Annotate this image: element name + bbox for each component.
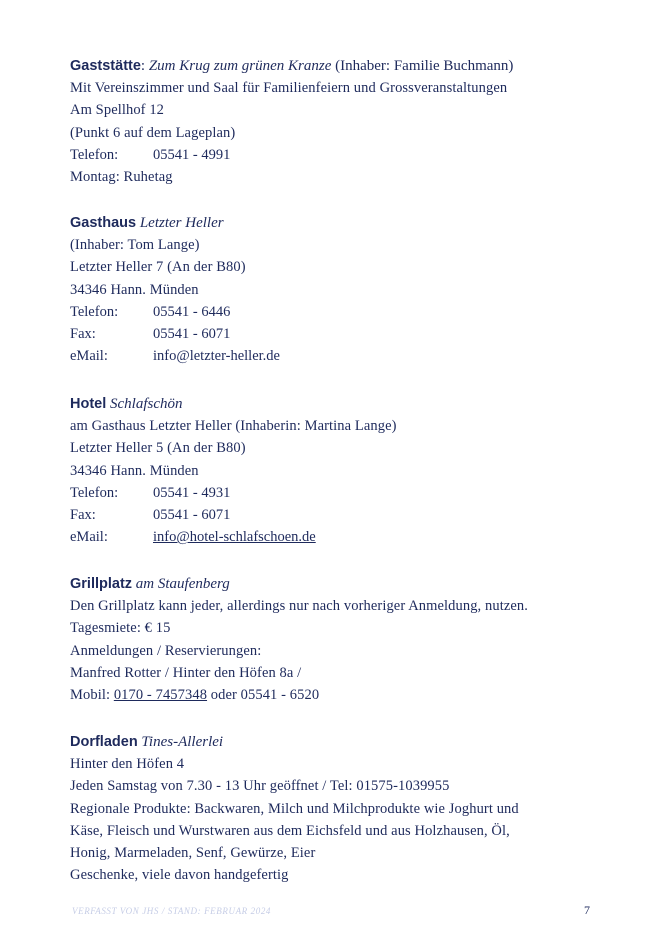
phone-row [70, 301, 650, 323]
entry-category: Grillplatz [70, 576, 133, 592]
mobile-link[interactable]: 0170 - 7457348 [113, 687, 208, 704]
phone-row [70, 482, 650, 504]
fax-value: 05541 - 6071 [153, 507, 231, 524]
entry-category: Hotel [70, 396, 107, 412]
phone-value: 05541 - 4991 [153, 146, 231, 163]
entry-gasthaus [70, 212, 650, 367]
entry-line: Tagesmiete: € 15 [70, 620, 171, 637]
fax-label: Fax: [70, 507, 96, 524]
closed-day: Montag: Ruhetag [70, 169, 173, 186]
fax-value: 05541 - 6071 [153, 326, 231, 343]
entry-line: Manfred Rotter / Hinter den Höfen 8a / [70, 664, 302, 681]
entry-name: am Staufenberg [135, 576, 230, 592]
entry-line: am Gasthaus Letzter Heller (Inhaberin: Martina Lange) [70, 418, 397, 435]
phone-value: 05541 - 4931 [153, 484, 231, 501]
entry-line: Jeden Samstag von 7.30 - 13 Uhr geöffnet / Tel: 01575-1039955 [70, 778, 450, 795]
entry-line: (Punkt 6 auf dem Lageplan) [70, 124, 236, 141]
entry-line: Am Spellhof 12 [70, 102, 165, 119]
entry-heading [70, 212, 650, 234]
fax-label: Fax: [70, 326, 96, 343]
footer-note: VERFASST VON JHS / STAND: FEBRUAR 2024 [72, 906, 272, 916]
entry-category: Gasthaus [70, 215, 137, 231]
phone-label: Telefon: [70, 484, 119, 501]
entry-category: Gaststätte [70, 58, 141, 74]
entry-dorfladen [70, 731, 650, 886]
entry-line: Letzter Heller 7 (An der B80) [70, 259, 246, 276]
mobile-alt: oder 05541 - 6520 [207, 687, 320, 704]
entry-line: (Inhaber: Tom Lange) [70, 237, 200, 254]
fax-row [70, 504, 650, 526]
mobile-row [70, 684, 650, 706]
entry-heading [70, 55, 650, 77]
email-link[interactable]: info@hotel-schlafschoen.de [153, 529, 316, 546]
entry-line: Geschenke, viele davon handgefertig [70, 867, 289, 884]
entry-line: Honig, Marmeladen, Senf, Gewürze, Eier [70, 845, 316, 862]
entry-name: Schlafschön [110, 396, 183, 412]
entry-line: Anmeldungen / Reservierungen: [70, 642, 262, 659]
email-value: info@letzter-heller.de [153, 348, 280, 365]
phone-label: Telefon: [70, 146, 119, 163]
entry-line: Regionale Produkte: Backwaren, Milch und Milchprodukte wie Joghurt und [70, 800, 519, 817]
heading-colon: : [140, 58, 149, 74]
mobile-label: Mobil: [70, 687, 114, 704]
entry-name: Zum Krug zum grünen Kranze [148, 58, 332, 74]
entry-line: Mit Vereinszimmer und Saal für Familienfeiern und Grossveranstaltungen [70, 80, 508, 97]
entry-owner: (Inhaber: Familie Buchmann) [331, 58, 514, 74]
entry-name: Letzter Heller [139, 215, 224, 231]
email-row [70, 526, 650, 548]
entry-name: Tines-Allerlei [141, 734, 224, 750]
email-row [70, 345, 650, 367]
entry-hotel [70, 393, 650, 548]
entry-category: Dorfladen [70, 734, 138, 750]
entry-line: Letzter Heller 5 (An der B80) [70, 440, 246, 457]
page-number: 7 [584, 903, 590, 917]
entry-line: 34346 Hann. Münden [70, 281, 199, 298]
entry-line: Den Grillplatz kann jeder, allerdings nur nach vorheriger Anmeldung, nutzen. [70, 598, 528, 615]
entry-heading [70, 573, 650, 595]
entry-line: 34346 Hann. Münden [70, 462, 199, 479]
email-label: eMail: [70, 348, 108, 365]
phone-label: Telefon: [70, 303, 119, 320]
entry-line: Hinter den Höfen 4 [70, 756, 185, 773]
email-label: eMail: [70, 529, 108, 546]
entry-grillplatz [70, 573, 650, 706]
fax-row [70, 323, 650, 345]
entry-line: Käse, Fleisch und Wurstwaren aus dem Eichsfeld und aus Holzhausen, Öl, [70, 822, 510, 839]
entry-gaststaette [70, 55, 650, 188]
phone-value: 05541 - 6446 [153, 303, 231, 320]
entry-heading [70, 393, 650, 415]
entry-heading [70, 731, 650, 753]
phone-row [70, 144, 650, 166]
